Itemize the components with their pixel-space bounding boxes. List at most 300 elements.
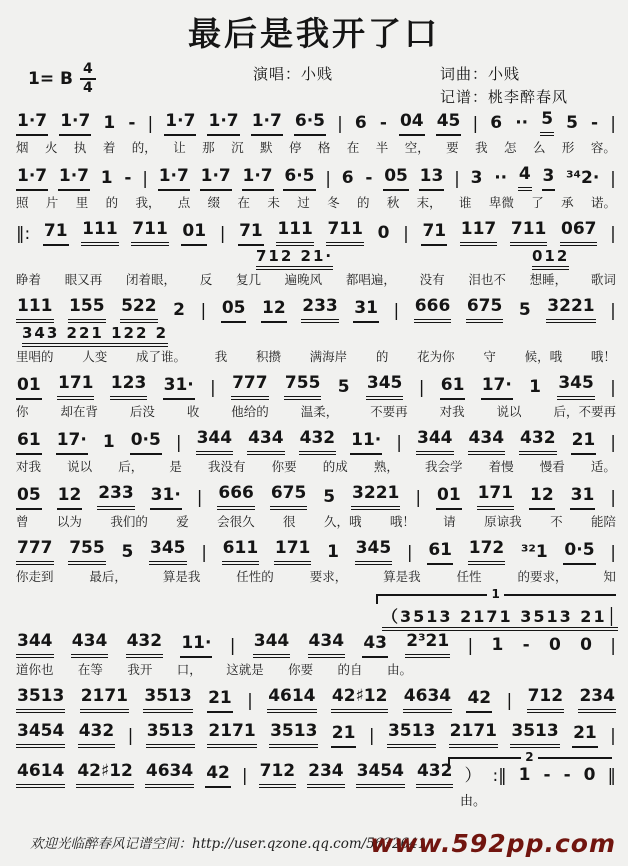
lyrics-line — [16, 403, 616, 420]
note-group: 13 — [419, 165, 445, 191]
note-group: 1·7 — [207, 110, 239, 136]
note-group: 21 — [331, 722, 357, 748]
song-title: 最后是我开了口 — [188, 14, 440, 53]
lyric-word: 最后， — [89, 569, 127, 584]
note-group: 05 — [16, 484, 42, 510]
lyric-word: 空， — [404, 140, 430, 155]
note-group: - — [365, 168, 373, 188]
note-group: 666 — [217, 482, 255, 510]
barline: | — [454, 169, 460, 189]
note-group: 755 — [68, 537, 106, 565]
note-group: 434 — [308, 630, 346, 658]
note-group: 4634 — [145, 760, 194, 788]
lyric-word: 你 — [16, 404, 29, 419]
lyric-word: 遍晚风 — [284, 272, 323, 287]
lyric-word: 说以 — [496, 404, 522, 419]
note-group: 5 — [337, 377, 350, 397]
note-group: 1 — [491, 635, 504, 655]
lyric-word: 火 — [44, 140, 58, 155]
note-group: 123 — [110, 372, 148, 400]
lyric-word: 口， — [176, 662, 202, 677]
time-signature — [80, 62, 96, 95]
lyric-word: 过 — [297, 195, 310, 210]
note-group: 0·5 — [130, 429, 162, 455]
note-group: 344 — [253, 630, 291, 658]
lyric-word: 请 — [443, 514, 456, 529]
lyrics-line — [16, 348, 616, 365]
lyric-word: 半 — [375, 140, 389, 155]
lyrics-line — [16, 513, 616, 530]
lyric-word: 点 — [177, 195, 191, 210]
barline: | — [610, 488, 616, 508]
lyric-word: 守 — [483, 349, 496, 364]
note-group: 61 — [440, 374, 466, 400]
note-group: 3221 — [546, 295, 595, 323]
lyric-word: 容。 — [590, 140, 616, 155]
note-group: 6 — [341, 168, 354, 188]
note-group: 432 — [416, 760, 454, 788]
note-group: 344 — [16, 630, 54, 658]
note-group: 1 — [518, 765, 531, 785]
lyric-word: 让 — [173, 140, 186, 155]
barline: ） — [464, 766, 482, 786]
lyric-word: 冬 — [327, 195, 340, 210]
note-group: 1 — [100, 168, 113, 188]
score-system-2 — [16, 163, 616, 211]
notes-line — [16, 537, 616, 565]
lyric-word: 的 — [105, 195, 119, 210]
lyric-word: 我 — [475, 140, 488, 155]
time-signature-denominator: 4 — [82, 79, 93, 96]
note-group: 3513 — [269, 720, 318, 748]
barline: | — [610, 543, 616, 563]
note-group: 71 — [43, 220, 69, 246]
barline: | — [415, 488, 422, 508]
lyric-word: 不要再 — [370, 404, 408, 419]
lyric-word: 要求， — [309, 569, 348, 584]
note-group: 172 — [468, 537, 506, 565]
note-group: 21 — [572, 722, 598, 748]
note-group: 2171 — [449, 720, 498, 748]
note-group: 171 — [477, 482, 515, 510]
note-group: 111 — [16, 295, 54, 323]
barline: :‖ — [492, 766, 507, 786]
barline: ‖ — [607, 766, 616, 786]
lyric-word: 很 — [283, 514, 296, 529]
note-group: 61 — [16, 429, 42, 455]
volta-2-label: 2 — [521, 750, 537, 764]
note-group: 3513 — [510, 720, 559, 748]
barline: | — [325, 169, 332, 189]
note-group: ·· — [494, 168, 508, 188]
lyric-word: 格 — [317, 140, 331, 155]
note-group: - — [522, 635, 530, 655]
note-group: 777 — [16, 537, 54, 565]
lyric-word: 由。 — [386, 662, 412, 677]
score-system-8 — [16, 537, 616, 585]
note-group: 6 — [490, 113, 503, 133]
lyric-word: 你要 — [271, 459, 297, 474]
lyric-word: 形 — [561, 140, 575, 155]
note-group: 1·7 — [16, 165, 48, 191]
lyric-word: 沉 — [231, 140, 244, 155]
note-group: 0 — [377, 223, 390, 243]
note-group: 234 — [578, 685, 616, 713]
lyric-word: 的 — [375, 349, 389, 364]
note-group: 345 — [149, 537, 187, 565]
note-group: 3513 — [387, 720, 436, 748]
lyric-word: 没有 — [419, 272, 445, 287]
lyric-word: 我没有 — [208, 459, 246, 474]
lyric-word: 复几 — [235, 272, 261, 287]
lyrics-line — [16, 568, 616, 585]
note-group: 71 — [421, 220, 447, 246]
lyric-word: 着 — [102, 140, 116, 155]
lyric-word: 闭着眼， — [125, 272, 176, 287]
singer-credit: 演唱：小贱 — [253, 65, 334, 83]
note-group: ³²1 — [520, 542, 548, 562]
lyric-word: 那 — [202, 140, 215, 155]
volta-1-row — [16, 587, 619, 630]
barline: | — [393, 301, 400, 321]
note-group: 71 — [238, 220, 264, 246]
notes-line — [16, 295, 616, 323]
note-group: 611 — [222, 537, 260, 565]
note-group: 111 — [81, 218, 119, 246]
barline: | — [610, 169, 616, 189]
barline: | — [142, 169, 148, 189]
note-group: 6 — [354, 113, 367, 133]
composer-credit: 词曲：小贱 — [440, 65, 521, 83]
barline: | — [229, 636, 236, 656]
note-group: 2³21 — [405, 630, 450, 658]
note-group: 3513 — [143, 685, 192, 713]
key-time-signature — [28, 62, 96, 95]
note-group: 1·7 — [59, 110, 91, 136]
lyric-word: 成了谁。 — [135, 349, 186, 364]
lyric-word: 秋 — [386, 195, 400, 210]
barline: | — [396, 433, 402, 453]
lyric-word: 你要 — [288, 662, 314, 677]
note-group: 01 — [436, 484, 462, 510]
lyric-word: 哦！ — [590, 349, 616, 364]
note-group: 344 — [416, 427, 454, 455]
lyric-word: 爱 — [176, 514, 189, 529]
lyric-word: 的成 — [322, 459, 348, 474]
note-group: 432 — [519, 427, 557, 455]
lyric-word: 要 — [446, 140, 459, 155]
barline: | — [337, 114, 343, 134]
lyric-word: 由。 — [460, 794, 487, 809]
volta-1-bracket — [376, 587, 616, 604]
note-group: 155 — [68, 295, 106, 323]
note-group: 2171 — [207, 720, 256, 748]
lyric-word: 候，哦 — [524, 349, 563, 364]
lyric-word: 的自 — [337, 662, 363, 677]
lyric-word: 适。 — [590, 459, 616, 474]
lyric-word: 会很久 — [217, 514, 255, 529]
note-group: 31 — [353, 297, 379, 323]
score-system-3 — [16, 218, 616, 288]
note-group: 2171 — [80, 685, 129, 713]
note-group: 1 — [102, 432, 115, 452]
note-group: 666 — [414, 295, 452, 323]
lyric-word: 却在背 — [60, 404, 98, 419]
lyric-word: 的要求， — [517, 569, 568, 584]
lyric-word: 的， — [131, 140, 157, 155]
note-group: 2 — [173, 300, 185, 320]
lyric-word: 我开 — [127, 662, 153, 677]
barline: | — [610, 433, 616, 453]
note-group: 117 — [460, 218, 498, 246]
note-group: 3221 — [351, 482, 400, 510]
lyric-word: 里 — [75, 195, 89, 210]
note-group: 711 — [326, 218, 364, 246]
note-group: - — [543, 765, 551, 785]
note-group: 11· — [350, 429, 382, 455]
note-group: 345 — [557, 372, 595, 400]
key-signature: 1= B — [28, 68, 73, 89]
lyric-word: 熟， — [373, 459, 399, 474]
lyric-word: 我， — [135, 195, 161, 210]
note-group: 171 — [274, 537, 312, 565]
lyric-word: 后， — [118, 459, 144, 474]
note-group: 711 — [131, 218, 169, 246]
time-signature-numerator: 4 — [80, 62, 96, 80]
lyric-word: 知 — [603, 569, 616, 584]
barline: | — [210, 378, 216, 398]
footer-watermark: www.592pp.com — [370, 829, 616, 858]
lyric-word: 他给的 — [231, 404, 269, 419]
note-group: 1 — [529, 377, 541, 397]
lyric-word: 哦！ — [389, 514, 415, 529]
note-group: 01 — [16, 374, 42, 400]
lyric-word: 对我 — [16, 459, 42, 474]
note-group: 42 — [205, 762, 231, 788]
score-system-5 — [16, 372, 616, 420]
note-group: 31· — [163, 374, 195, 400]
note-group: 1·7 — [158, 165, 190, 191]
lyric-word: 片 — [45, 195, 59, 210]
lyric-word: 默 — [260, 140, 273, 155]
score-system-12 — [16, 750, 616, 809]
lyric-word: 怎 — [504, 140, 517, 155]
note-group: ³⁴2· — [566, 168, 600, 188]
note-group: 432 — [299, 427, 337, 455]
lyric-word: 慢看 — [539, 459, 565, 474]
lyrics-line — [16, 139, 616, 156]
lyric-word: 了 — [531, 195, 544, 210]
lyric-word: 都唱遍， — [345, 272, 396, 287]
lyric-word: 我会学 — [425, 459, 463, 474]
note-group: 0 — [583, 765, 596, 785]
note-group: 4634 — [403, 685, 452, 713]
lyric-word: 你走到 — [16, 569, 54, 584]
barline: | — [200, 301, 207, 321]
lyric-word: 停 — [288, 140, 302, 155]
note-group: ·· — [515, 113, 529, 133]
note-group: 4614 — [16, 760, 65, 788]
lyric-word: 久，哦 — [323, 514, 362, 529]
barline: | — [201, 543, 207, 563]
lyric-word: 在 — [237, 195, 251, 210]
note-group: - — [128, 113, 136, 133]
lyric-word: 这就是 — [226, 662, 264, 677]
lyric-word: 满海岸 — [309, 349, 348, 364]
lyric-word: 缀 — [207, 195, 221, 210]
notes-line — [16, 163, 616, 191]
note-group: - — [124, 168, 132, 188]
score-system-7 — [16, 482, 616, 530]
lyrics-line — [16, 194, 616, 211]
note-group: 21 — [571, 429, 597, 455]
barline: | — [368, 726, 375, 746]
note-group: 0·5 — [563, 539, 595, 565]
note-group: 1 — [103, 113, 116, 133]
score-system-9 — [16, 587, 619, 678]
note-group: 344 — [196, 427, 234, 455]
barline: | — [196, 488, 203, 508]
lyric-word: 对我 — [439, 404, 465, 419]
note-group: 432 — [78, 720, 116, 748]
note-group: 777 — [231, 372, 269, 400]
note-group: 432 — [126, 630, 164, 658]
lyric-word: 在等 — [77, 662, 103, 677]
lyric-word: 在 — [346, 140, 360, 155]
barline: | — [247, 691, 253, 711]
lyric-word: 反 — [199, 272, 213, 287]
lyric-word: 任性 — [456, 569, 482, 584]
barline: | — [403, 224, 409, 244]
note-group: 01 — [181, 220, 207, 246]
note-group: 05 — [383, 165, 409, 191]
note-group: 4614 — [267, 685, 316, 713]
note-group: 1·7 — [242, 165, 274, 191]
barline: | — [418, 378, 425, 398]
lyric-word: 曾 — [16, 514, 29, 529]
note-group: 43 — [362, 632, 388, 658]
lyric-word: 能陪 — [590, 514, 616, 529]
note-group: 3454 — [356, 760, 405, 788]
notes-line — [16, 685, 616, 713]
lyric-word: 我们的 — [110, 514, 148, 529]
lyric-word: 温柔， — [300, 404, 339, 419]
note-group: - — [591, 113, 599, 133]
note-group: 067 — [560, 218, 598, 246]
lyrics-line — [16, 790, 616, 809]
note-group: 5 — [566, 113, 578, 133]
barline: | — [472, 114, 479, 134]
note-group: 434 — [468, 427, 506, 455]
note-group: 04 — [399, 110, 425, 136]
note-group: 522 — [120, 295, 158, 323]
note-group: 233 — [97, 482, 135, 510]
barline: | — [127, 726, 134, 746]
score-system-4 — [16, 295, 616, 365]
lyric-word: 里唱的 — [16, 349, 54, 364]
note-group: 712 — [259, 760, 297, 788]
note-group: 755 — [284, 372, 322, 400]
note-group: - — [563, 765, 571, 785]
lyric-word: 着慢 — [488, 459, 514, 474]
lyric-word: 执 — [73, 140, 87, 155]
score-system-11 — [16, 720, 616, 748]
note-group: 61 — [427, 539, 453, 565]
lyric-word: 睁着 — [16, 272, 42, 287]
note-group: 675 — [270, 482, 308, 510]
note-group: 42♯12 — [76, 760, 134, 788]
lyric-word: 末， — [416, 195, 442, 210]
footer-qzone-url: 欢迎光临醉春风记谱空间：http://user.qzone.qq.com/5632641 — [30, 836, 427, 852]
barline: | — [219, 224, 226, 244]
lyric-word: 道你也 — [16, 662, 54, 677]
lyric-word: 诺。 — [590, 195, 616, 210]
notation-score — [16, 108, 619, 816]
note-group: 711 — [510, 218, 548, 246]
note-group: 1·7 — [58, 165, 90, 191]
lyric-word: 承 — [561, 195, 574, 210]
note-group: 12 — [529, 484, 555, 510]
lyric-word: 是 — [169, 459, 182, 474]
barline: | — [610, 726, 616, 746]
note-group: 345 — [355, 537, 393, 565]
barline: | — [506, 691, 513, 711]
note-group: 17· — [481, 374, 513, 400]
barline: ‖: — [16, 224, 31, 244]
lyric-word: 后没 — [129, 404, 155, 419]
note-group: 45 — [436, 110, 462, 136]
note-group: 21 — [207, 687, 233, 713]
note-group: 05 — [221, 297, 247, 323]
lyric-word: 说以 — [67, 459, 93, 474]
lyric-word: 歌词 — [590, 272, 616, 287]
notes-line — [16, 427, 616, 455]
note-group: 31 — [570, 484, 596, 510]
note-group: 234 — [307, 760, 345, 788]
barline: | — [610, 636, 616, 656]
lyric-word: 照 — [16, 195, 29, 210]
volta-2-bracket — [448, 750, 612, 766]
lyric-word: 泪也不 — [468, 272, 506, 287]
lyrics-line — [16, 661, 412, 678]
note-group: 675 — [466, 295, 504, 323]
lyric-word: 以为 — [56, 514, 82, 529]
lyric-word: 我 — [214, 349, 228, 364]
notes-line — [16, 108, 616, 136]
note-group: 712 — [527, 685, 565, 713]
note-group: 12 — [57, 484, 83, 510]
barline: | — [147, 114, 154, 134]
note-group: 1·7 — [164, 110, 196, 136]
note-group: 1 — [327, 542, 339, 562]
barline: | — [610, 224, 616, 244]
note-group: 0 — [580, 635, 592, 655]
note-group: 5 — [540, 108, 554, 136]
note-group: 111 — [276, 218, 314, 246]
note-group: 434 — [71, 630, 109, 658]
secondary-voice-notes: 712 21· — [256, 247, 333, 270]
note-group: 31· — [150, 484, 182, 510]
score-system-1 — [16, 108, 616, 156]
score-system-10 — [16, 685, 616, 713]
score-system-6 — [16, 427, 616, 475]
barline: | — [241, 766, 248, 786]
note-group: 171 — [57, 372, 95, 400]
lyrics-line — [16, 271, 616, 288]
secondary-voice-line — [16, 324, 616, 345]
note-group: 3 — [542, 165, 556, 191]
lyrics-line — [16, 458, 616, 475]
